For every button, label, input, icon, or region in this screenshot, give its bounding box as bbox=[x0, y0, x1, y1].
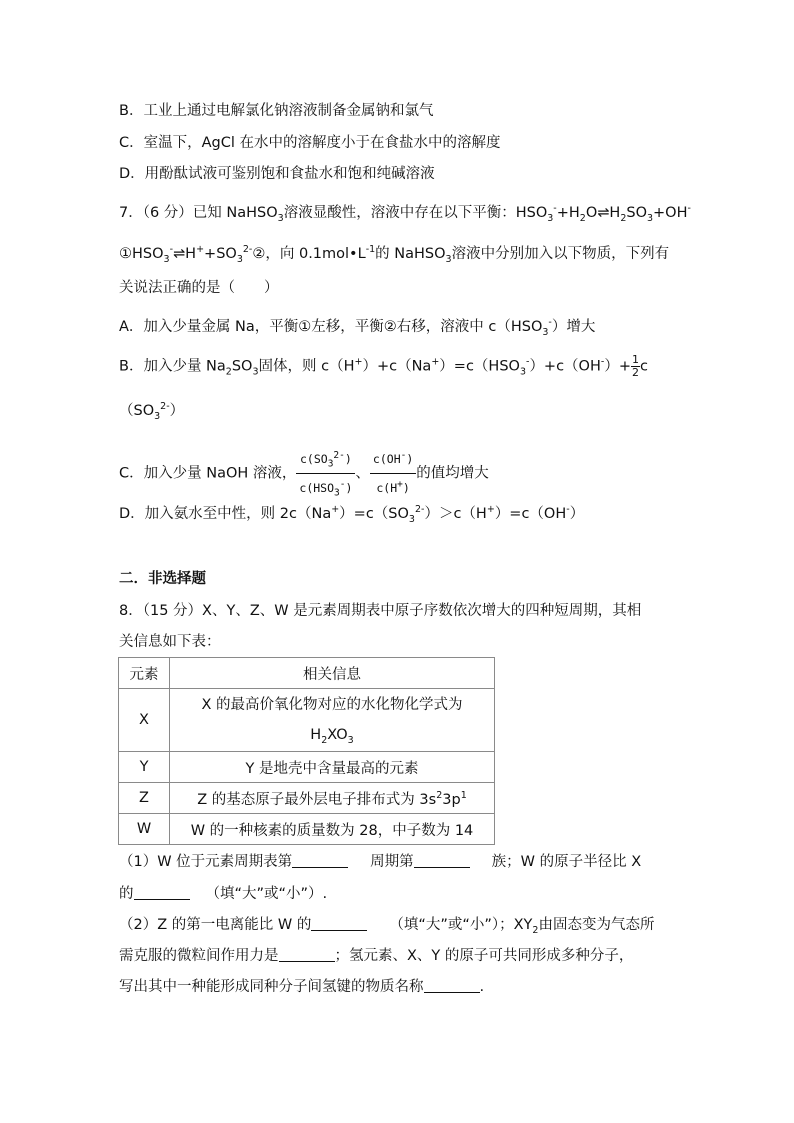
table-cell-info: W 的一种核素的质量数为 28，中子数为 14 bbox=[170, 814, 495, 845]
answer-blank[interactable] bbox=[279, 947, 335, 962]
table-cell-info: X 的最高价氧化物对应的水化物化学式为 $H_2XO_3$ bbox=[170, 689, 495, 752]
table-row bbox=[119, 814, 495, 845]
table-row bbox=[119, 783, 495, 814]
q7-line2: $①HSO_3^-\rightleftharpoons H^++SO_3^{2-}②$，向 $0.1mol•L^{-1}$的 NaHSO$_3$溶液中分别加入以下物质，下列有 bbox=[119, 244, 670, 265]
table-row bbox=[119, 689, 495, 752]
answer-blank[interactable] bbox=[424, 978, 480, 993]
q8-part1-line1: （1）W 位于元素周期表第 周期第 族；W 的原子半径比 X bbox=[119, 854, 642, 870]
q8-part2-line1: （2）Z 的第一电离能比 W 的 （填“大”或“小”）；$XY_2$由固态变为气态所 bbox=[119, 917, 655, 936]
q7-option-d: D．加入氨水至中性，则 $2c(Na^+)=c(SO_3^{2-})>c(H^+)=c(OH^-)$ bbox=[119, 504, 585, 525]
table-cell-info: Z 的基态原子最外层电子排布式为 $3s^23p^1$ bbox=[170, 783, 495, 814]
q8-intro-2: 关信息如下表： bbox=[119, 634, 221, 650]
fraction-oh-over-h: $\frac{c(OH^-)}{c(H^+)}$ bbox=[370, 446, 416, 501]
table-cell-element: W bbox=[119, 814, 170, 845]
q7-option-b-cont: $(SO_3^{2-})$ bbox=[119, 401, 185, 422]
table-header-element: 元素 bbox=[119, 658, 170, 689]
answer-blank[interactable] bbox=[292, 853, 348, 868]
q7-option-c: C．加入少量 NaOH 溶液， $\frac{c(SO_3^{2-})}{c(HSO_3^-)}$ 、 $\frac{c(OH^-)}{c(H^+)}$ 的值均增大 bbox=[119, 446, 489, 501]
q7-intro: 7．（6 分）已知 NaHSO$_3$溶液显酸性，溶液中存在以下平衡：$HSO_3^-+H_2O\rightleftharpoons H_2SO_3+OH^-$ bbox=[119, 203, 691, 224]
table-cell-element: Y bbox=[119, 752, 170, 783]
option-c: C．室温下，AgCl 在水中的溶解度小于在食盐水中的溶解度 bbox=[119, 135, 501, 151]
table-header-row bbox=[119, 658, 495, 689]
q7-option-a: A．加入少量金属 Na，平衡①左移，平衡②右移，溶液中 $c(HSO_3^-)$增大 bbox=[119, 317, 596, 338]
one-half-fraction: $\frac{1}{2}$ bbox=[631, 353, 639, 379]
answer-blank[interactable] bbox=[134, 885, 190, 900]
q8-part2-line3: 写出其中一种能形成同种分子间氢键的物质名称 . bbox=[119, 979, 485, 995]
element-info-table bbox=[118, 657, 495, 845]
q8-part1-line2: 的 （填“大”或“小”）. bbox=[119, 886, 328, 902]
section-title: 二．非选择题 bbox=[119, 571, 206, 587]
answer-blank[interactable] bbox=[414, 853, 470, 868]
table-cell-info: Y 是地壳中含量最高的元素 bbox=[170, 752, 495, 783]
q8-intro-1: 8．（15 分）X、Y、Z、W 是元素周期表中原子序数依次增大的四种短周期，其相 bbox=[119, 603, 642, 619]
q7-line3: 关说法正确的是（ ） bbox=[119, 280, 279, 296]
table-row bbox=[119, 752, 495, 783]
option-b: B．工业上通过电解氯化钠溶液制备金属钠和氯气 bbox=[119, 103, 434, 119]
answer-blank[interactable] bbox=[311, 916, 367, 931]
table-cell-element: Z bbox=[119, 783, 170, 814]
fraction-so3-over-hso3: $\frac{c(SO_3^{2-})}{c(HSO_3^-)}$ bbox=[296, 446, 355, 501]
option-d: D．用酚酞试液可鉴别饱和食盐水和饱和纯碱溶液 bbox=[119, 166, 435, 182]
table-cell-element: X bbox=[119, 689, 170, 752]
q8-part2-line2: 需克服的微粒间作用力是 ；氢元素、X、Y 的原子可共同形成多种分子， bbox=[119, 948, 634, 964]
table-header-info: 相关信息 bbox=[170, 658, 495, 689]
q7-option-b: B．加入少量 $Na_2SO_3$固体，则 $c(H^+)+c(Na^+)=c(HSO_3^-)+c(OH^-)+$ $\frac{1}{2}$ c bbox=[119, 353, 648, 379]
